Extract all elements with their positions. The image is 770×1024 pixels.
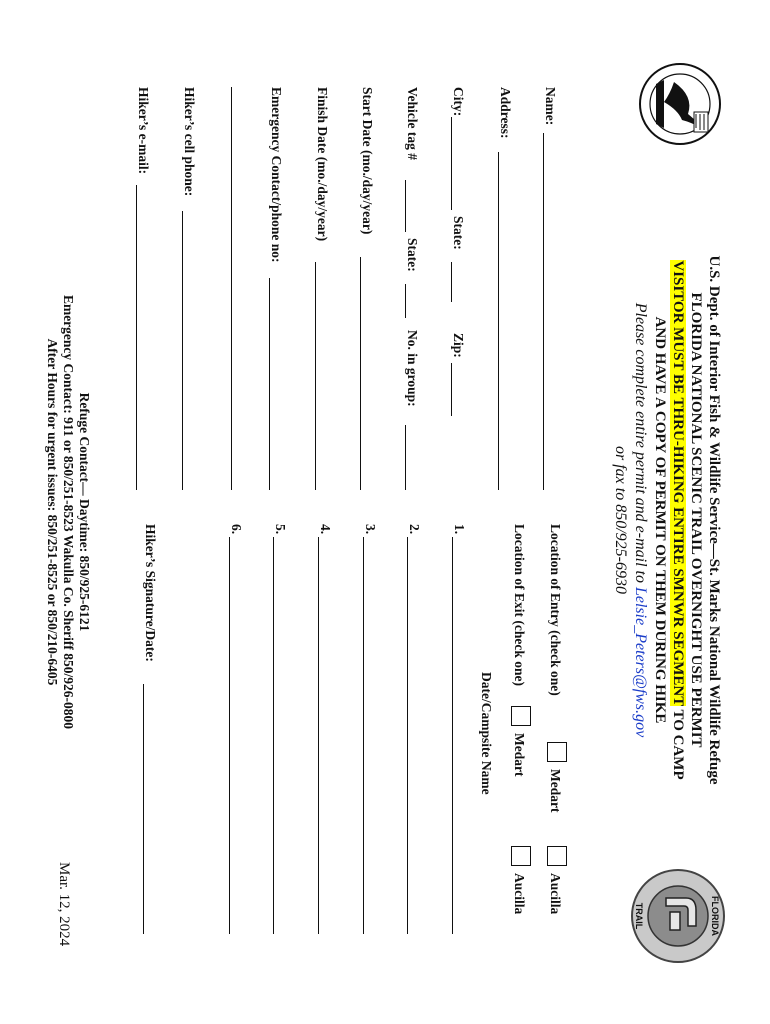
email-link[interactable]: Lelsie_Peters@fws.gov <box>632 586 649 738</box>
exit-aucilla-label: Aucilla <box>512 873 527 915</box>
campsite-number-4: 4. <box>318 524 333 535</box>
entry-aucilla-label: Aucilla <box>548 873 563 915</box>
signature-field[interactable] <box>143 684 144 934</box>
copy-requirement: AND HAVE A COPY OF PERMIT ON THEM DURING HIKE <box>652 316 668 724</box>
group-size-field[interactable] <box>405 425 406 490</box>
refuge-contact: Refuge Contact— Daytime: 850/925-6121 <box>77 392 92 632</box>
vehicle-state-field[interactable] <box>405 284 406 318</box>
campsite-field-3[interactable] <box>363 537 364 934</box>
zip-field[interactable] <box>451 363 452 416</box>
finish-date-label: Finish Date (mo./day/year) <box>315 87 330 242</box>
address-label: Address: <box>498 87 513 139</box>
start-date-field[interactable] <box>360 257 361 490</box>
entry-location-label: Location of Entry (check one) <box>548 524 563 696</box>
email-field[interactable] <box>136 185 137 490</box>
signature-label: Hiker’s Signature/Date: <box>143 524 158 662</box>
emergency-contact-label: Emergency Contact/phone no: <box>269 87 284 263</box>
requirement-rest: TO CAMP <box>670 706 686 780</box>
cell-phone-label: Hiker’s cell phone: <box>182 87 197 197</box>
finish-date-field[interactable] <box>315 262 316 490</box>
agency-title: U.S. Dept. of Interior Fish & Wildlife Service—St. Marks National Wildlife Refuge <box>706 255 722 785</box>
exit-medart-label: Medart <box>512 733 527 777</box>
campsite-number-2: 2. <box>407 524 422 535</box>
emergency-contact-field-2[interactable] <box>231 87 232 490</box>
vehicle-state-label: State: <box>405 238 420 272</box>
emergency-contact-field[interactable] <box>269 278 270 490</box>
city-label: City: <box>451 87 466 117</box>
revision-date: Mar. 12, 2024 <box>56 862 72 947</box>
state-label: State: <box>451 216 466 250</box>
campsite-header: Date/Campsite Name <box>479 672 494 795</box>
campsite-number-1: 1. <box>452 524 467 535</box>
logo-florida-text: FLORIDA <box>710 896 720 936</box>
instructions <box>631 190 649 850</box>
campsite-field-6[interactable] <box>229 537 230 934</box>
campsite-number-3: 3. <box>363 524 378 535</box>
fax-instructions: or fax to 850/925-6930 <box>612 446 629 594</box>
name-label: Name: <box>543 87 558 126</box>
address-field[interactable] <box>498 152 499 490</box>
vehicle-tag-label: Vehicle tag # <box>405 87 420 160</box>
start-date-label: Start Date (mo./day/year) <box>360 87 375 235</box>
permit-title: FLORIDA NATIONAL SCENIC TRAIL OVERNIGHT USE PERMIT <box>688 292 704 748</box>
email-label: Hiker’s e-mail: <box>136 87 151 175</box>
logo-trail-text: TRAIL <box>634 902 644 930</box>
exit-medart-checkbox[interactable] <box>511 706 531 726</box>
campsite-field-4[interactable] <box>318 537 319 934</box>
instructions-text: Please complete entire permit and e-mail to <box>632 302 649 587</box>
florida-trail-logo <box>630 868 726 964</box>
exit-aucilla-checkbox[interactable] <box>511 846 531 866</box>
after-hours-contacts: After Hours for urgent issues: 850/251-8525 or 850/210-6405 <box>45 338 60 686</box>
state-field[interactable] <box>451 262 452 302</box>
campsite-number-6: 6. <box>229 524 244 535</box>
entry-medart-checkbox[interactable] <box>547 742 567 762</box>
vehicle-tag-field[interactable] <box>405 180 406 232</box>
group-size-label: No. in group: <box>405 330 420 407</box>
entry-medart-label: Medart <box>548 769 563 813</box>
campsite-number-5: 5. <box>273 524 288 535</box>
city-field[interactable] <box>451 117 452 210</box>
campsite-field-2[interactable] <box>407 537 408 934</box>
requirement-highlight: VISITOR MUST BE THRU-HIKING ENTIRE SMNWR SEGMENT <box>670 260 686 707</box>
campsite-field-1[interactable] <box>452 537 453 934</box>
name-field[interactable] <box>543 133 544 490</box>
campsite-field-5[interactable] <box>273 537 274 934</box>
usfws-logo <box>638 62 722 146</box>
cell-phone-field[interactable] <box>182 211 183 490</box>
exit-location-label: Location of Exit (check one) <box>512 524 527 686</box>
thru-hike-requirement <box>669 190 686 850</box>
entry-aucilla-checkbox[interactable] <box>547 846 567 866</box>
emergency-contacts: Emergency Contact: 911 or 850/251-8523 Wakulla Co. Sheriff 850/926-0800 <box>61 294 76 730</box>
zip-label: Zip: <box>451 333 466 358</box>
